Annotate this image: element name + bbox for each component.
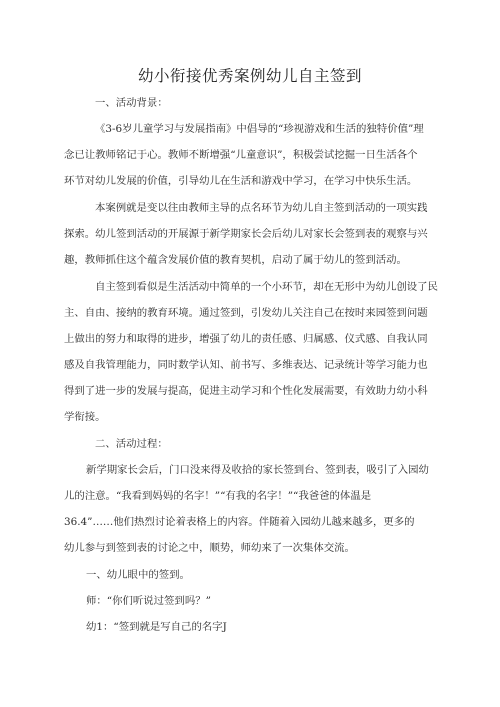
paragraph-line: 环节对幼儿发展的价值，引导幼儿在生活和游戏中学习，在学习中快乐生活。 [64, 175, 418, 187]
paragraph-line: 主、自由、接纳的教育环境。通过签到，引发幼儿关注自己在按时来园签到问题 [64, 307, 428, 319]
paragraph-line: 《3-6岁儿童学习与发展指南》中倡导的“珍视游戏和生活的独特价值”理 [95, 123, 424, 135]
paragraph-line: 得到了进一步的发展与提高，促进主动学习和个性化发展需要，有效助力幼小科 [64, 385, 428, 397]
paragraph-line: 36.4”……他们热烈讨论着表格上的内容。伴随着入园幼儿越来越多，更多的 [64, 516, 415, 528]
section-heading-process: 二、活动过程： [95, 438, 168, 450]
dialogue-line: 幼1：“签到就是写自己的名字J [86, 621, 227, 633]
paragraph-line: 本案例就是变以往由教师主导的点名环节为幼儿自主签到活动的一项实践 [95, 202, 428, 214]
dialogue-line: 师：“你们听说过签到吗？” [86, 595, 211, 607]
paragraph-line: 儿的注意。“我看到妈妈的名字！”“有我的名字！”“我爸爸的体温是 [64, 490, 372, 502]
paragraph-line: 自主签到看似是生活活动中简单的一个小环节，却在无形中为幼儿创设了民 [95, 281, 438, 293]
paragraph-line: 新学期家长会后，门口没来得及收拾的家长签到台、签到表，吸引了入园幼 [86, 464, 429, 476]
paragraph-line: 感及自我管理能力，同时数学认知、前书写、多维表达、记录统计等学习能力也 [64, 359, 428, 371]
paragraph-line: 探索。幼儿签到活动的开展源于新学期家长会后幼儿对家长会签到表的观察与兴 [64, 228, 428, 240]
paragraph-line: 幼儿参与到签到表的讨论之中，顺势，师幼来了一次集体交流。 [64, 542, 355, 554]
paragraph-line: 趣，教师抓住这个蕴含发展价值的教育契机，启动了属于幼儿的签到活动。 [64, 254, 407, 266]
subsection-heading: 一、幼儿眼中的签到。 [86, 569, 190, 581]
paragraph-line: 学衔接。 [64, 411, 106, 423]
document-title: 幼小衔接优秀案例幼儿自主签到 [137, 67, 362, 85]
paragraph-line: 上做出的努力和取得的进步，增强了幼儿的责任感、归属感、仪式感、自我认同 [64, 333, 428, 345]
section-heading-background: 一、活动背景： [95, 97, 168, 109]
paragraph-line: 念已让教师铭记于心。教师不断增强“儿童意识”，积极尝试挖掘一日生活各个 [64, 149, 418, 161]
